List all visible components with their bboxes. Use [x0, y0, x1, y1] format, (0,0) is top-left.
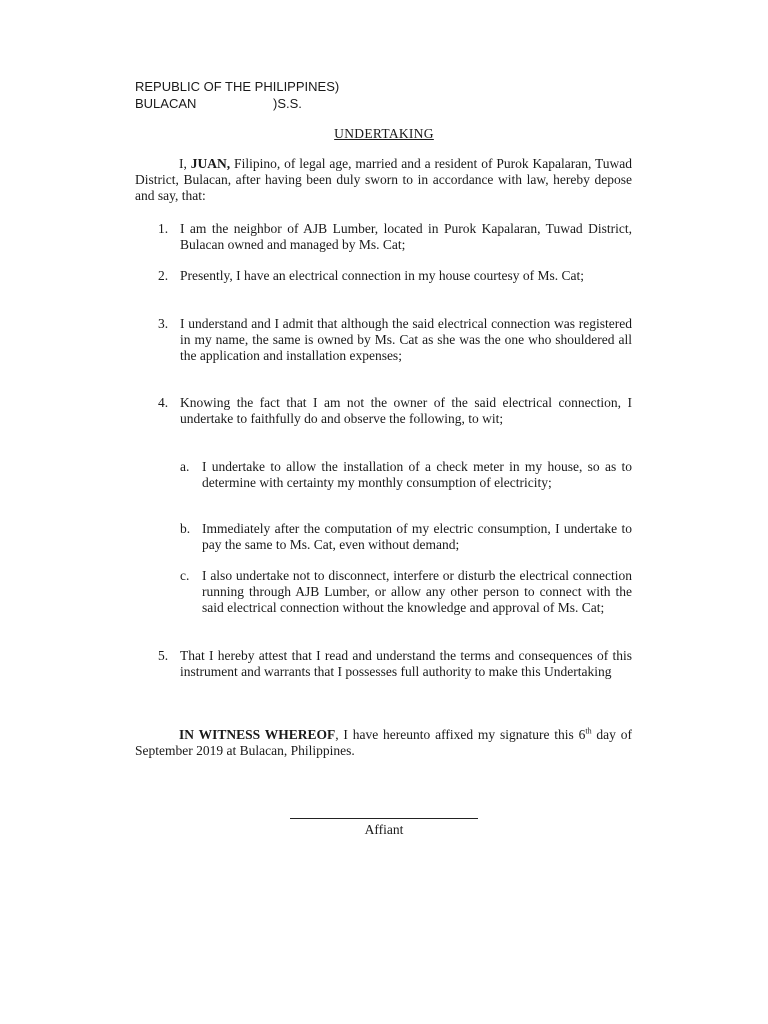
venue-ss: )S.S. — [273, 96, 302, 111]
item-number: 2. — [158, 268, 169, 283]
sub-item-text: I also undertake not to disconnect, interfere or disturb the electrical connection running through AJB Lumber, or allow any other person to connect with the said electrical connection without the knowledge and approval of Ms. Cat; — [202, 568, 632, 615]
intro-paragraph — [135, 156, 632, 204]
witness-paragraph — [135, 727, 632, 759]
document-title: UNDERTAKING — [334, 126, 434, 141]
sub-item-text: Immediately after the computation of my electric consumption, I undertake to pay the same to Ms. Cat, even without demand; — [202, 521, 632, 552]
item-number: 1. — [158, 221, 169, 236]
signature-label: Affiant — [364, 822, 404, 837]
list-item — [158, 648, 632, 680]
sub-item-text: I undertake to allow the installation of a check meter in my house, so as to determine with certainty my monthly consumption of electricity; — [202, 459, 632, 490]
venue-header — [135, 78, 339, 112]
venue-line-1: REPUBLIC OF THE PHILIPPINES) — [135, 79, 340, 94]
item-number: 5. — [158, 648, 169, 663]
item-text: I am the neighbor of AJB Lumber, located in Purok Kapalaran, Tuwad District, Bulacan owned and managed by Ms. Cat; — [180, 221, 632, 252]
sub-item-letter: b. — [180, 521, 191, 536]
witness-day: 6 — [578, 727, 586, 742]
intro-pre: I, — [179, 156, 191, 171]
sub-item — [180, 568, 632, 616]
item-number: 3. — [158, 316, 169, 331]
item-text: I understand and I admit that although the said electrical connection was registered in my name, the same is owned by Ms. Cat as she was the one who shouldered all the application and installation expenses; — [180, 316, 632, 363]
affiant-name: JUAN, — [190, 156, 231, 171]
item-number: 4. — [158, 395, 169, 410]
venue-line-2 — [135, 95, 339, 112]
witness-text-1: , I have hereunto affixed my signature this — [335, 727, 579, 742]
list-item — [158, 221, 632, 253]
list-item — [158, 268, 632, 284]
sub-item-letter: a. — [180, 459, 190, 474]
sub-item — [180, 521, 632, 553]
list-item — [158, 395, 632, 427]
item-text: Knowing the fact that I am not the owner of the said electrical connection, I undertake to faithfully do and observe the following, to wit; — [180, 395, 632, 426]
witness-text-2: day of September 2019 at Bulacan, Philippines. — [135, 727, 632, 758]
signature-line — [290, 818, 478, 819]
venue-province: BULACAN — [135, 96, 197, 111]
sub-item — [180, 459, 632, 491]
intro-text: Filipino, of legal age, married and a resident of Purok Kapalaran, Tuwad District, Bulacan, after having been duly sworn to in accordance with law, hereby depose and say, that: — [135, 156, 633, 203]
witness-heading: IN WITNESS WHEREOF — [179, 727, 336, 742]
list-item — [158, 316, 632, 364]
witness-day-suffix: th — [585, 726, 592, 736]
item-text: Presently, I have an electrical connection in my house courtesy of Ms. Cat; — [180, 268, 585, 283]
sub-item-letter: c. — [180, 568, 190, 583]
item-text: That I hereby attest that I read and understand the terms and consequences of this instrument and warrants that I possesses full authority to make this Undertaking — [180, 648, 632, 679]
